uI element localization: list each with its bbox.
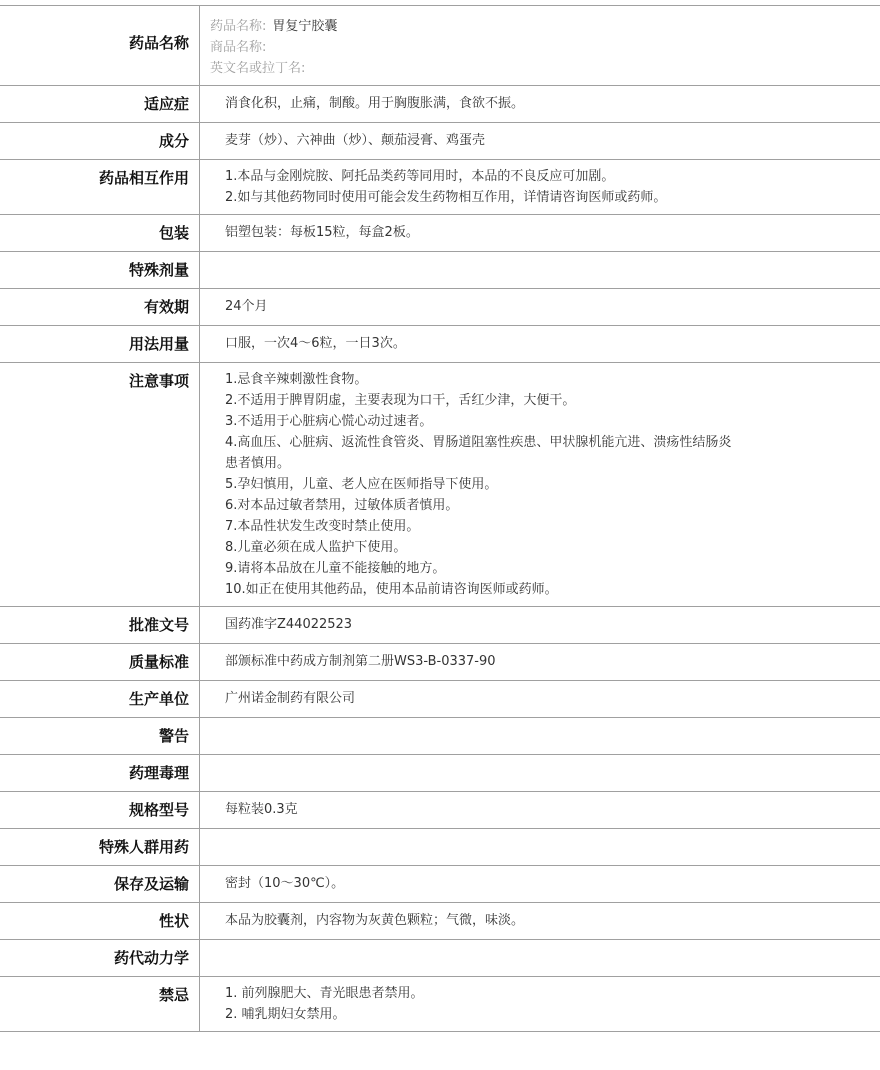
info-row [0, 160, 880, 215]
generic-name-line [210, 16, 880, 37]
row-label: 适应症 [0, 86, 200, 122]
value-line: 国药准字Z44022523 [225, 617, 353, 632]
value-line: 广州诺金制药有限公司 [225, 691, 356, 706]
info-row [0, 792, 880, 829]
value-line: 2. 哺乳期妇女禁用。 [225, 1007, 346, 1022]
row-value [200, 215, 880, 251]
row-label: 生产单位 [0, 681, 200, 717]
info-row [0, 829, 880, 866]
row-label: 警告 [0, 718, 200, 754]
row-label: 有效期 [0, 289, 200, 325]
row-value [200, 829, 880, 865]
info-row [0, 607, 880, 644]
row-value [200, 123, 880, 159]
trade-name-key: 商品名称: [210, 40, 267, 55]
latin-name-key: 英文名或拉丁名: [210, 61, 306, 76]
value-line: 10.如正在使用其他药品，使用本品前请咨询医师或药师。 [225, 582, 558, 597]
row-label: 禁忌 [0, 977, 200, 1031]
value-line: 3.不适用于心脏病心慌心动过速者。 [225, 414, 433, 429]
drug-info-table [0, 5, 880, 1032]
row-value [200, 903, 880, 939]
row-value [200, 792, 880, 828]
row-label: 性状 [0, 903, 200, 939]
drug-name-block [200, 6, 880, 85]
info-row [0, 215, 880, 252]
value-line: 铝塑包装：每板15粒，每盒2板。 [225, 225, 419, 240]
value-line: 9.请将本品放在儿童不能接触的地方。 [225, 561, 446, 576]
info-row [0, 755, 880, 792]
value-line: 4.高血压、心脏病、返流性食管炎、胃肠道阻塞性疾患、甲状腺机能亢进、溃疡性结肠炎 [225, 435, 732, 450]
value-line: 1. 前列腺肥大、青光眼患者禁用。 [225, 986, 424, 1001]
row-label: 药代动力学 [0, 940, 200, 976]
value-line: 5.孕妇慎用，儿童、老人应在医师指导下使用。 [225, 477, 498, 492]
row-value [200, 718, 880, 754]
info-row [0, 681, 880, 718]
info-row [0, 977, 880, 1032]
row-value [200, 607, 880, 643]
value-line: 2.如与其他药物同时使用可能会发生药物相互作用，详情请咨询医师或药师。 [225, 190, 667, 205]
row-label: 特殊剂量 [0, 252, 200, 288]
row-label: 特殊人群用药 [0, 829, 200, 865]
row-label: 注意事项 [0, 363, 200, 606]
value-line: 消食化积，止痛，制酸。用于胸腹胀满，食欲不振。 [225, 96, 525, 111]
value-line: 每粒装0.3克 [225, 802, 298, 817]
info-row [0, 123, 880, 160]
row-value [200, 755, 880, 791]
row-value [200, 289, 880, 325]
value-line: 6.对本品过敏者禁用，过敏体质者慎用。 [225, 498, 459, 513]
row-label: 规格型号 [0, 792, 200, 828]
generic-name-key: 药品名称: [210, 19, 267, 34]
row-value [200, 252, 880, 288]
row-label: 质量标准 [0, 644, 200, 680]
value-line: 8.儿童必须在成人监护下使用。 [225, 540, 407, 555]
row-label: 药品名称 [0, 6, 200, 85]
info-rows [0, 86, 880, 1032]
row-value [200, 326, 880, 362]
info-row [0, 289, 880, 326]
info-row [0, 718, 880, 755]
value-line: 7.本品性状发生改变时禁止使用。 [225, 519, 420, 534]
row-value [200, 940, 880, 976]
value-line: 1.本品与金刚烷胺、阿托品类药等同用时，本品的不良反应可加剧。 [225, 169, 615, 184]
row-label: 包装 [0, 215, 200, 251]
row-value [200, 866, 880, 902]
value-line: 口服，一次4～6粒，一日3次。 [225, 336, 406, 351]
row-label: 药品相互作用 [0, 160, 200, 214]
value-line: 本品为胶囊剂，内容物为灰黄色颗粒；气微，味淡。 [225, 913, 525, 928]
trade-name-line [210, 37, 880, 58]
row-label: 成分 [0, 123, 200, 159]
generic-name-value: 胃复宁胶囊 [272, 19, 338, 34]
value-line: 麦芽（炒）、六神曲（炒）、颠茄浸膏、鸡蛋壳 [225, 133, 486, 148]
value-line: 患者慎用。 [225, 456, 291, 471]
value-line: 24个月 [225, 299, 268, 314]
row-label: 用法用量 [0, 326, 200, 362]
row-value [200, 160, 880, 214]
row-value [200, 681, 880, 717]
row-value [200, 644, 880, 680]
info-row [0, 940, 880, 977]
value-line: 部颁标准中药成方制剂第二册WS3-B-0337-90 [225, 654, 496, 669]
row-label: 药理毒理 [0, 755, 200, 791]
info-row [0, 363, 880, 607]
info-row [0, 86, 880, 123]
drug-name-row [0, 6, 880, 86]
row-value [200, 977, 880, 1031]
info-row [0, 252, 880, 289]
info-row [0, 866, 880, 903]
info-row [0, 903, 880, 940]
info-row [0, 644, 880, 681]
value-line: 密封（10～30℃）。 [225, 876, 345, 891]
row-value [200, 363, 880, 606]
row-label: 批准文号 [0, 607, 200, 643]
info-row [0, 326, 880, 363]
latin-name-line [210, 58, 880, 79]
value-line: 1.忌食辛辣刺激性食物。 [225, 372, 368, 387]
value-line: 2.不适用于脾胃阴虚，主要表现为口干，舌红少津，大便干。 [225, 393, 576, 408]
row-value [200, 86, 880, 122]
row-label: 保存及运输 [0, 866, 200, 902]
